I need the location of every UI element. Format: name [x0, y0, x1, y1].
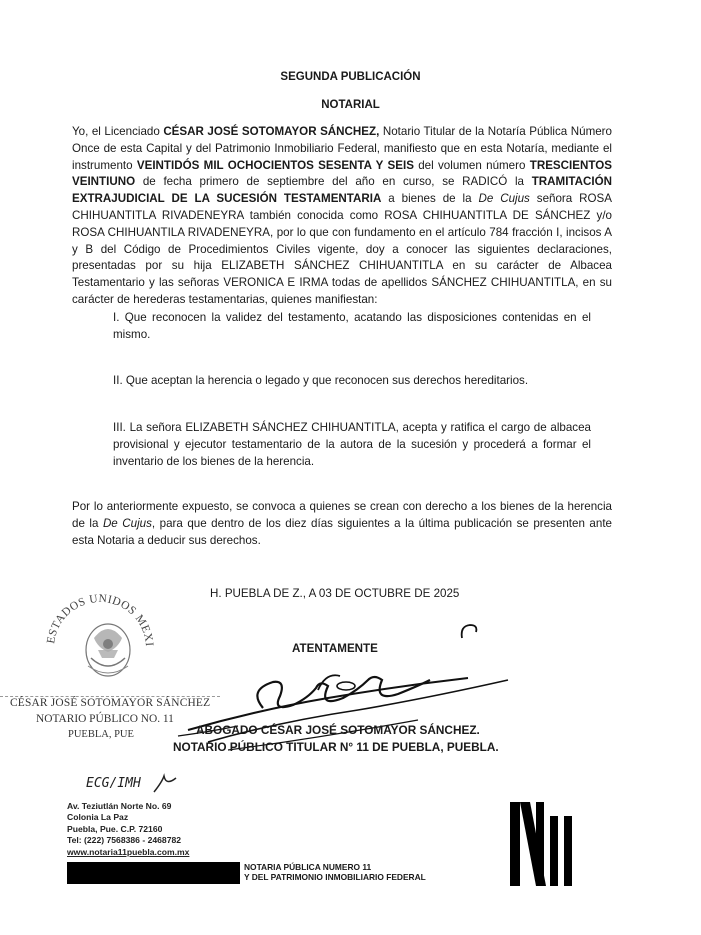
declaration-item-1: I. Que reconocen la validez del testamento, acatando las disposiciones contenidas en el mismo.: [113, 311, 591, 341]
handwritten-initials: ECG/IMH: [86, 776, 141, 791]
notary-office-name: [244, 862, 426, 882]
stamp-line-3: PUEBLA, PUE: [68, 729, 134, 740]
website-link[interactable]: www.notaria11puebla.com.mx: [67, 846, 190, 857]
p2-text: , para que dentro de los diez días siguientes a la última publicación se presenten ante esta Notaria a deducir sus derechos.: [72, 516, 612, 547]
declaration-item-3: III. La señora ELIZABETH SÁNCHEZ CHIHUANTITLA, acepta y ratifica el cargo de albacea provisional y ejecutor testamentario de la autora de la sucesión y procederá a formar el inventario de los bienes de la herencia.: [113, 421, 591, 468]
p2-text: Por lo anteriormente expuesto, se convoca a quienes se crean con derecho a los bienes de la herencia de la: [72, 500, 612, 530]
signature-mark-icon: [458, 622, 482, 647]
convocation-paragraph: [72, 499, 612, 549]
declaration-item-2: II. Que aceptan la herencia o legado y que reconocen sus derechos hereditarios.: [113, 374, 529, 387]
de-cujus-italic: De Cujus: [102, 516, 152, 530]
signer-name: ABOGADO CÉSAR JOSÉ SOTOMAYOR SÁNCHEZ.: [196, 723, 480, 737]
address-street: Av. Teziutlán Norte No. 69: [67, 801, 172, 811]
notarial-heading: NOTARIAL: [321, 99, 380, 111]
p1-text: de fecha primero de septiembre del año en curso, se RADICÓ la: [135, 175, 532, 189]
stamp-line-2: NOTARIO PÚBLICO NO. 11: [36, 713, 174, 725]
main-paragraph: [72, 124, 612, 309]
address-city: Puebla, Pue. C.P. 72160: [67, 823, 163, 834]
footer-line-1: NOTARIA PÚBLICA NUMERO 11: [244, 862, 372, 872]
closing-word: ATENTAMENTE: [292, 642, 378, 655]
publication-heading: SEGUNDA PUBLICACIÓN: [280, 71, 421, 83]
mexican-eagle-seal-icon: [36, 578, 164, 706]
official-seal: [36, 578, 164, 706]
procedure-bold: TRAMITACIÓN EXTRAJUDICIAL DE LA SUCESIÓN TESTAMENTARIA: [72, 175, 612, 206]
seal-arc-text: ESTADOS UNIDOS MEXI: [45, 592, 156, 648]
footer-line-2: Y DEL PATRIMONIO INMOBILIARIO FEDERAL: [244, 872, 426, 882]
p1-text: Yo, el Licenciado: [72, 125, 164, 138]
stamp-name: CÉSAR JOSÉ SOTOMAYOR SÁNCHEZ: [10, 697, 211, 709]
address-phone: Tel: (222) 7568386 - 2468782: [67, 835, 182, 846]
initials-flourish-icon: [150, 772, 180, 801]
signer-title: NOTARIO PÚBLICO TITULAR N° 11 DE PUEBLA, PUEBLA.: [173, 740, 499, 754]
p1-text: señora ROSA CHIHUANTITLA RIVADENEYRA también conocida como ROSA CHIHUANTITLA DE SÁNCHEZ y/o ROSA CHIHUANTILA RIVADENEYRA, por lo que con fundamento en el artículo 784 fracción I, incisos A y B del Código de Procedimientos Civiles vigente, doy a conocer las siguientes declaraciones, presentadas por su hija ELIZABETH SÁNCHEZ CHIHUANTITLA en su carácter de Albacea Testamentario y las señoras VERONICA E IRMA todas de apellidos SÁNCHEZ CHIHUANTITLA, en su carácter de herederas testamentarias, quienes manifiestan:: [72, 192, 612, 306]
notary-name-bold: CÉSAR JOSÉ SOTOMAYOR SÁNCHEZ,: [163, 125, 380, 138]
p1-text: Notario Titular de la Notaría Pública Número Once de esta Capital y del Patrimonio Inmobiliario Federal, manifiesto que en esta Notaría, mediante el instrumento: [72, 125, 612, 172]
p1-text: del volumen número: [413, 158, 530, 172]
volume-number-bold: TRESCIENTOS VEINTIUNO: [72, 158, 612, 189]
notary-logo: [508, 798, 578, 888]
redaction-bar: [67, 862, 240, 884]
notary-address: [67, 801, 189, 858]
nii-logo-icon: [508, 798, 578, 888]
de-cujus-italic: De Cujus: [478, 192, 530, 206]
place-date: H. PUEBLA DE Z., A 03 DE OCTUBRE DE 2025: [210, 587, 460, 600]
instrument-number-bold: VEINTIDÓS MIL OCHOCIENTOS SESENTA Y SEIS: [136, 158, 414, 172]
p1-text: a bienes de la: [381, 192, 479, 206]
address-colony: Colonia La Paz: [67, 812, 129, 823]
